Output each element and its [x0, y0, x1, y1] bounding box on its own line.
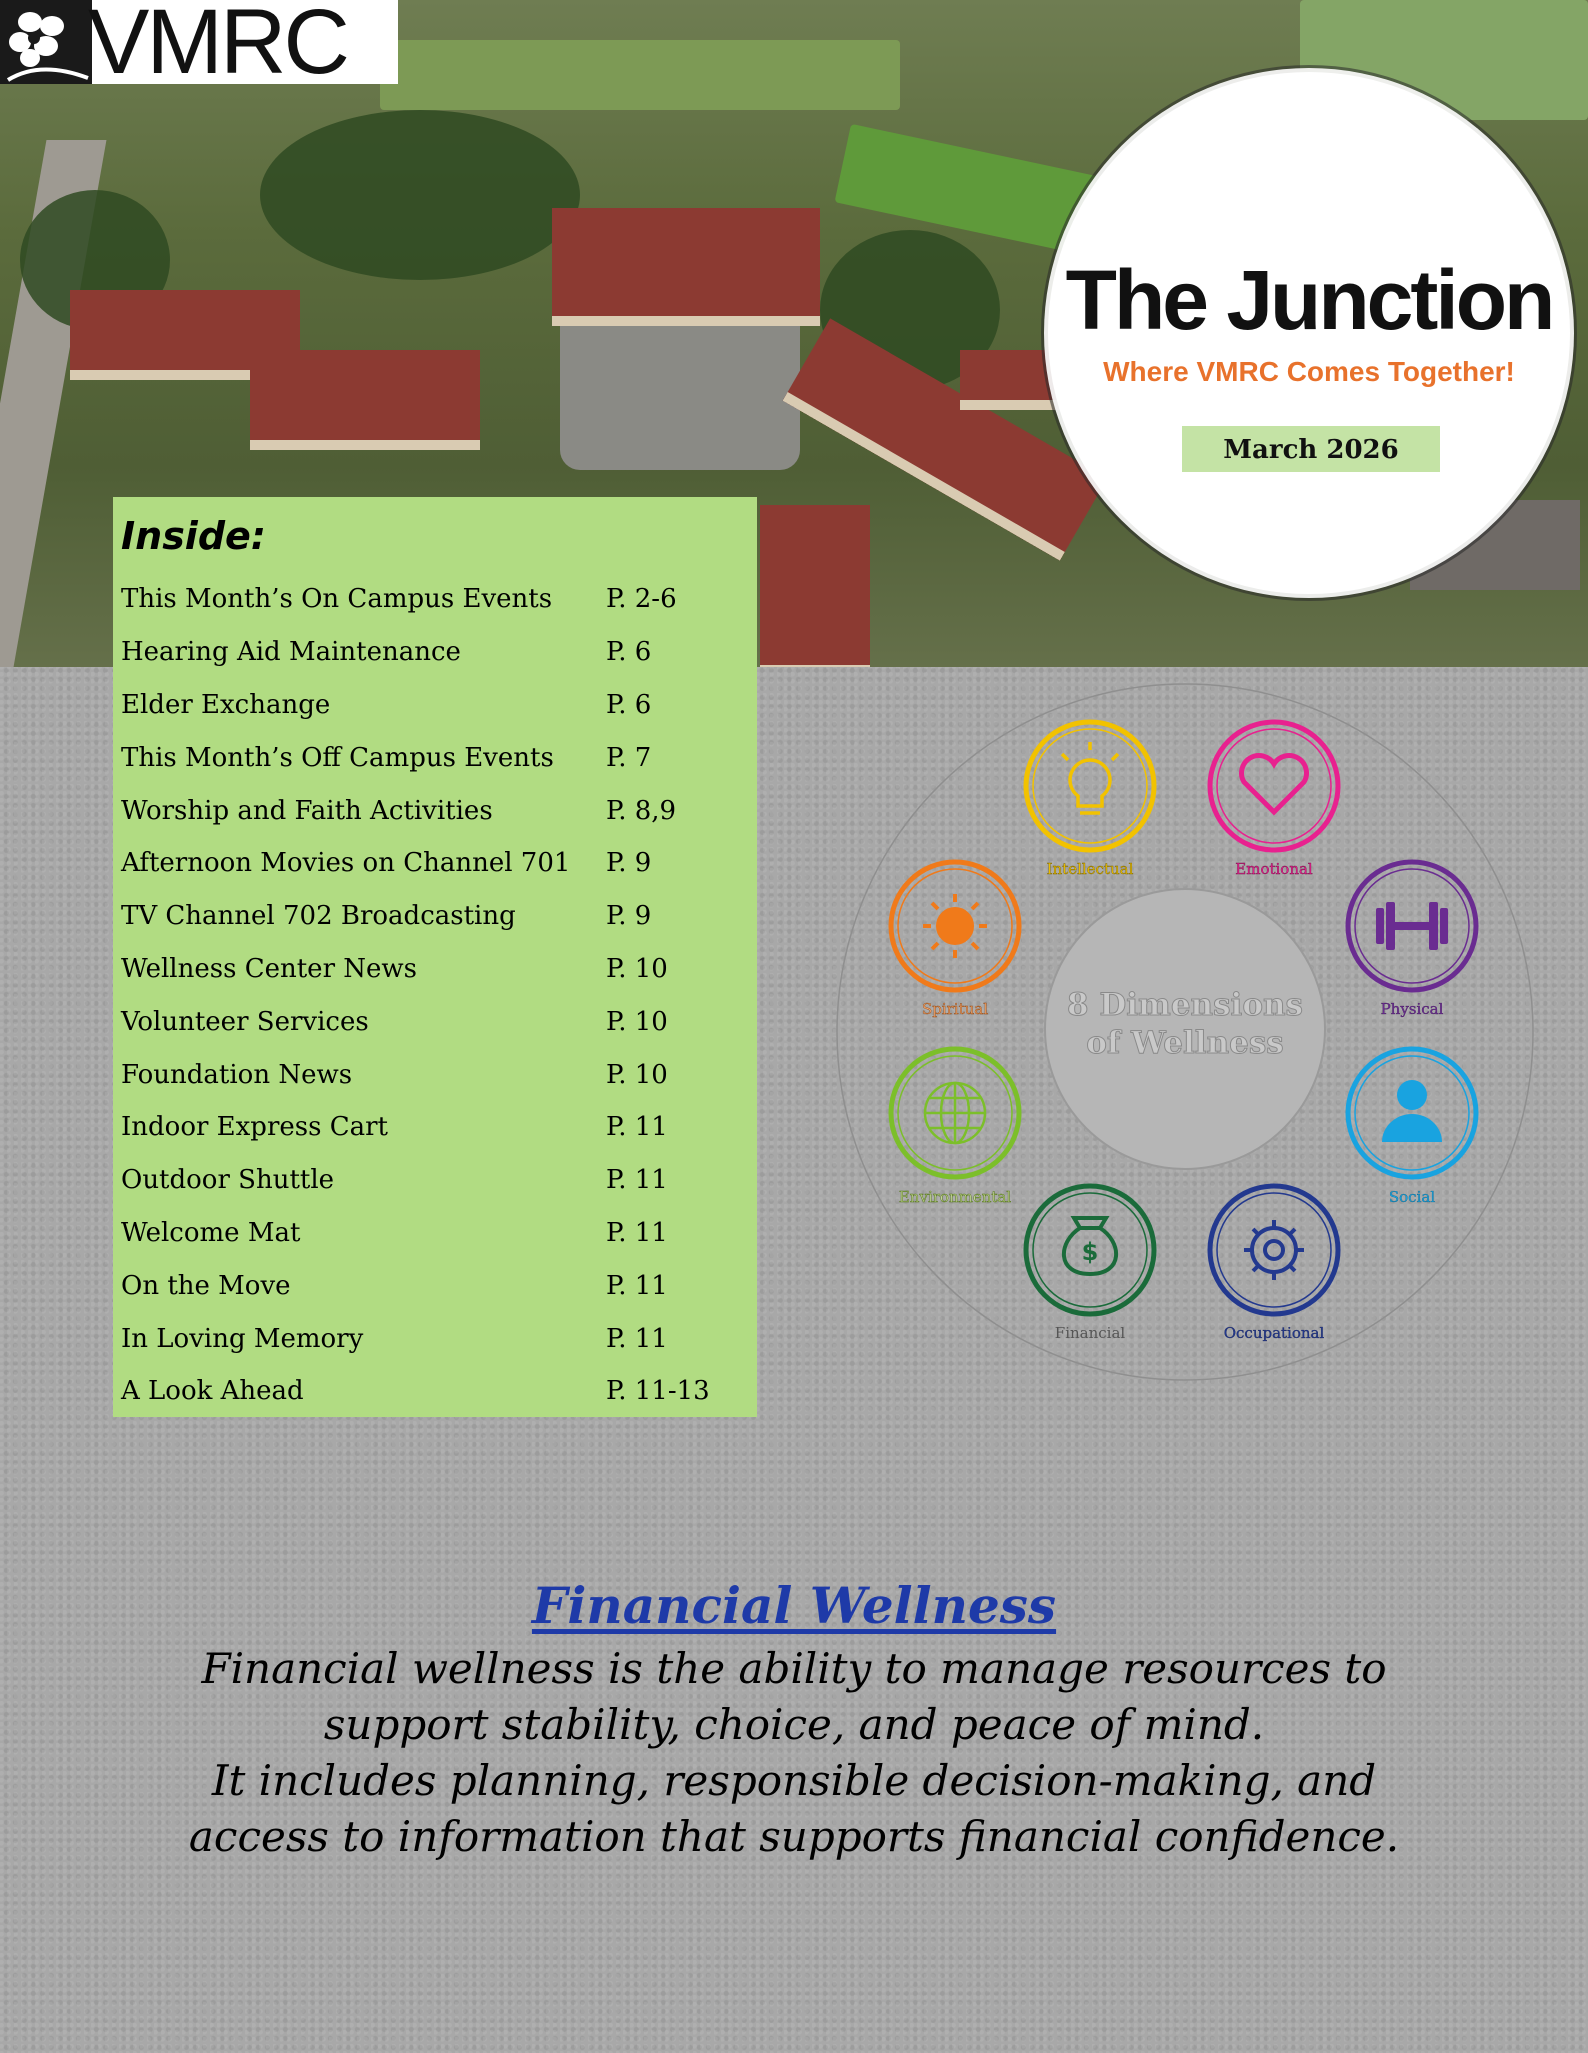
- contents-item: [121, 679, 749, 732]
- contents-item: [121, 890, 749, 943]
- contents-item: [121, 1259, 749, 1312]
- contents-item-label: This Month’s Off Campus Events: [121, 742, 554, 773]
- dimension-social: [1348, 1049, 1476, 1206]
- contents-item-page: P. 10: [606, 953, 668, 984]
- dollar-sign-icon: $: [1081, 1238, 1099, 1266]
- contents-item: [121, 837, 749, 890]
- contents-item-label: TV Channel 702 Broadcasting: [121, 901, 516, 932]
- contents-item-page: P. 7: [606, 742, 652, 773]
- dumbbell-icon: [1376, 902, 1448, 950]
- dimension-label: Spiritual: [921, 1000, 989, 1018]
- contents-item-label: Foundation News: [121, 1059, 353, 1090]
- contents-item: [121, 1365, 749, 1418]
- contents-item-label: Hearing Aid Maintenance: [121, 637, 461, 668]
- wheel-center-line-1: 8 Dimensions: [1067, 987, 1303, 1023]
- feature-section: [0, 1576, 1588, 1865]
- flower-logo-icon: [0, 0, 92, 84]
- dimension-spiritual: [891, 862, 1019, 1018]
- contents-item: [121, 995, 749, 1048]
- feature-paragraph-2: It includes planning, responsible decision-making, and access to information that supports financial confidence.: [188, 1756, 1400, 1861]
- logo-wordmark: VMRC: [88, 0, 347, 93]
- dimension-financial: [1026, 1186, 1154, 1342]
- contents-item-page: P. 2-6: [606, 584, 677, 615]
- contents-item: [121, 1312, 749, 1365]
- feature-paragraph-1: Financial wellness is the ability to manage resources to support stability, choice, and peace of mind.: [201, 1644, 1387, 1749]
- contents-item-label: Welcome Mat: [121, 1217, 301, 1248]
- contents-item: [121, 573, 749, 626]
- contents-item-label: Elder Exchange: [121, 689, 331, 720]
- issue-date: March 2026: [1182, 426, 1440, 472]
- contents-item-label: Indoor Express Cart: [121, 1112, 388, 1143]
- contents-item-page: P. 9: [606, 848, 652, 879]
- contents-item-label: Volunteer Services: [121, 1006, 369, 1037]
- vmrc-logo: [0, 0, 398, 93]
- newsletter-tagline: Where VMRC Comes Together!: [1103, 356, 1515, 387]
- contents-item: [121, 1154, 749, 1207]
- dimension-label: Physical: [1380, 1000, 1444, 1018]
- contents-item-page: P. 11: [606, 1323, 668, 1354]
- wellness-wheel: [836, 672, 1534, 1396]
- contents-item-page: P. 9: [606, 901, 652, 932]
- contents-item-label: Wellness Center News: [121, 953, 417, 984]
- contents-item: [121, 1207, 749, 1260]
- dimension-environmental: [891, 1049, 1019, 1206]
- contents-item-label: On the Move: [121, 1270, 291, 1301]
- dimension-emotional: [1210, 722, 1338, 878]
- dimension-physical: [1348, 862, 1476, 1018]
- person-icon: [1382, 1080, 1442, 1142]
- dimension-label: Occupational: [1223, 1324, 1325, 1342]
- dimension-intellectual: [1026, 722, 1154, 878]
- contents-item: [121, 731, 749, 784]
- contents-item-page: P. 11: [606, 1165, 668, 1196]
- dimension-label: Emotional: [1235, 860, 1313, 878]
- contents-item-label: In Loving Memory: [121, 1323, 364, 1354]
- contents-item: [121, 1048, 749, 1101]
- feature-heading: Financial Wellness: [531, 1576, 1057, 1635]
- contents-item-label: Afternoon Movies on Channel 701: [121, 848, 571, 879]
- dimension-label: Social: [1388, 1188, 1436, 1206]
- newsletter-title: The Junction: [1065, 253, 1553, 347]
- dimension-label: Intellectual: [1046, 860, 1134, 878]
- wheel-center-line-2: of Wellness: [1086, 1025, 1284, 1061]
- contents-item-page: P. 11-13: [606, 1376, 710, 1407]
- contents-item-label: A Look Ahead: [121, 1376, 304, 1407]
- inside-contents: [113, 497, 757, 1417]
- contents-heading: Inside:: [121, 514, 267, 558]
- gear-icon: [1244, 1220, 1304, 1280]
- heart-icon: [1242, 756, 1307, 812]
- contents-item-page: P. 11: [606, 1270, 668, 1301]
- contents-item-page: P. 11: [606, 1217, 668, 1248]
- dimension-label: Financial: [1054, 1324, 1126, 1342]
- lightbulb-icon: [1062, 742, 1118, 813]
- contents-item-page: P. 11: [606, 1112, 668, 1143]
- masthead-badge: [1048, 72, 1570, 594]
- sun-icon: [923, 894, 987, 958]
- contents-item-label: Worship and Faith Activities: [121, 795, 493, 826]
- dimension-occupational: [1210, 1186, 1338, 1342]
- contents-item-page: P. 10: [606, 1059, 668, 1090]
- contents-item-page: P. 10: [606, 1006, 668, 1037]
- contents-item: [121, 1101, 749, 1154]
- contents-item-page: P. 8,9: [606, 795, 677, 826]
- contents-item-label: Outdoor Shuttle: [121, 1165, 335, 1196]
- contents-item-label: This Month’s On Campus Events: [121, 584, 553, 615]
- contents-item: [121, 626, 749, 679]
- globe-icon: [925, 1083, 985, 1143]
- contents-item-page: P. 6: [606, 637, 652, 668]
- contents-item: [121, 784, 749, 837]
- contents-item-page: P. 6: [606, 689, 652, 720]
- dimension-label: Environmental: [898, 1188, 1012, 1206]
- contents-item: [121, 943, 749, 996]
